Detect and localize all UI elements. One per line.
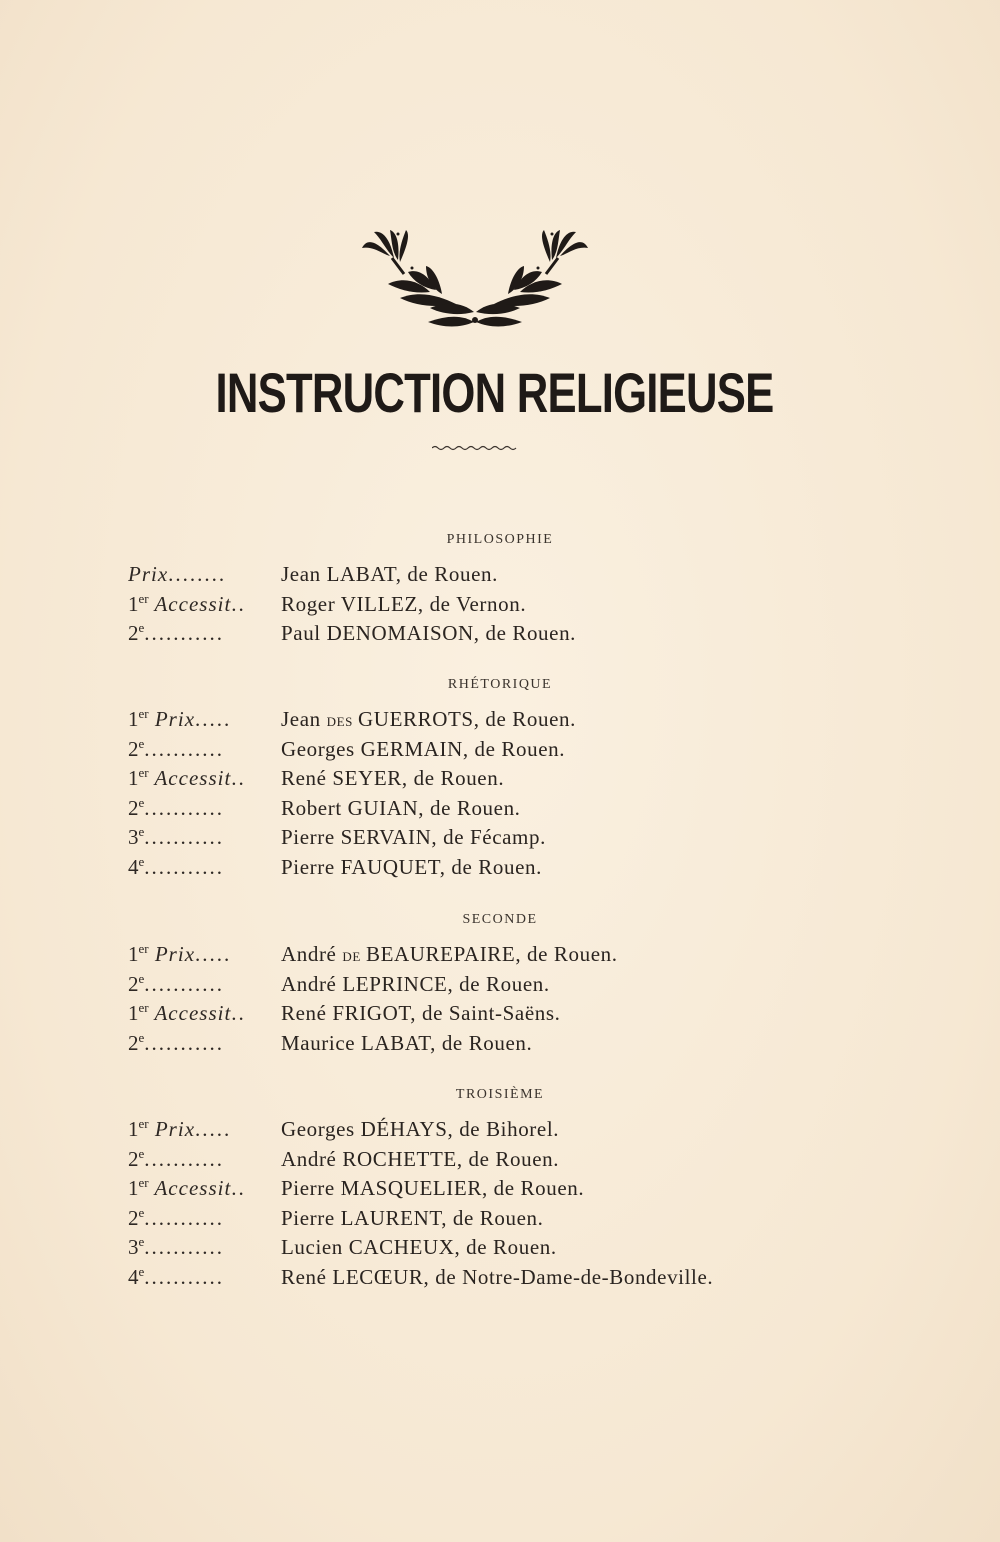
rank-suffix: e bbox=[138, 1204, 145, 1220]
list-item bbox=[0, 1263, 1000, 1293]
hometown: , de Rouen. bbox=[454, 1235, 557, 1259]
rank-number: 1 bbox=[128, 1176, 139, 1200]
first-name: Pierre bbox=[281, 1205, 341, 1230]
surname: MASQUELIER bbox=[340, 1176, 482, 1200]
rank-label bbox=[128, 1204, 270, 1234]
surname: SEYER bbox=[332, 766, 402, 790]
surname: LABAT bbox=[326, 562, 396, 586]
leader-dots: ........... bbox=[144, 1146, 225, 1171]
leader-dots: .. bbox=[231, 1001, 246, 1025]
list-item bbox=[0, 1204, 1000, 1234]
list-item bbox=[0, 705, 1000, 735]
rank-type: Accessit bbox=[148, 766, 232, 790]
hometown: , de Rouen. bbox=[401, 766, 505, 790]
list-item bbox=[0, 853, 1000, 883]
hometown: , de Rouen. bbox=[456, 1146, 560, 1171]
surname: FRIGOT bbox=[332, 1001, 411, 1025]
hometown: , de Vernon. bbox=[417, 591, 527, 616]
rank-suffix: e bbox=[138, 1234, 145, 1249]
surname: LAURENT bbox=[340, 1205, 442, 1230]
surname: DENOMAISON bbox=[326, 621, 474, 645]
laureate-name bbox=[281, 705, 576, 736]
hometown: , de Rouen. bbox=[462, 736, 566, 761]
section-title: RHÉTORIQUE bbox=[447, 677, 553, 692]
first-name: Jean bbox=[281, 707, 327, 731]
first-name: Maurice bbox=[281, 1030, 362, 1055]
list-item bbox=[0, 590, 1000, 620]
rank-suffix: e bbox=[138, 1145, 145, 1161]
rank-suffix: e bbox=[138, 735, 145, 751]
section-2 bbox=[0, 900, 1000, 1058]
leader-dots: ........... bbox=[144, 1030, 225, 1055]
rank-type: Prix bbox=[148, 707, 196, 731]
surname: GUERROTS bbox=[358, 707, 474, 731]
rank-number: 2 bbox=[128, 971, 139, 996]
rank-label bbox=[128, 1233, 270, 1263]
rank-label bbox=[128, 590, 270, 620]
first-name: René bbox=[281, 1264, 333, 1289]
list-item bbox=[0, 970, 1000, 1000]
leader-dots: ........... bbox=[144, 1264, 225, 1289]
section-title: TROISIÈME bbox=[455, 1087, 545, 1102]
rank-number: 2 bbox=[128, 1030, 139, 1055]
list-item bbox=[0, 794, 1000, 824]
name-particle: des bbox=[326, 710, 359, 730]
first-name: René bbox=[281, 766, 333, 790]
hometown: , de Rouen. bbox=[439, 854, 542, 879]
surname: LECŒUR bbox=[332, 1264, 424, 1289]
rank-label bbox=[128, 1174, 270, 1204]
laureate-name bbox=[281, 1029, 532, 1059]
rank-number: 4 bbox=[128, 854, 139, 879]
rank-number: 1 bbox=[128, 1117, 139, 1141]
rank-label bbox=[128, 1029, 270, 1059]
rank-suffix: er bbox=[138, 1116, 149, 1131]
rank-label bbox=[128, 1145, 270, 1175]
rank-number: 4 bbox=[128, 1264, 139, 1289]
laureate-name bbox=[281, 940, 618, 971]
first-name: Jean bbox=[281, 562, 327, 586]
leader-dots: ..... bbox=[195, 707, 232, 731]
laureate-name bbox=[281, 794, 521, 824]
laureate-name bbox=[281, 764, 504, 794]
surname: GERMAIN bbox=[360, 736, 463, 761]
hometown: , de Rouen. bbox=[447, 971, 550, 996]
laureate-name bbox=[281, 619, 576, 649]
surname: FAUQUET bbox=[340, 854, 440, 879]
first-name: André bbox=[281, 942, 343, 966]
surname: DÉHAYS bbox=[360, 1117, 448, 1141]
hometown: , de Rouen. bbox=[430, 1030, 533, 1055]
first-name: Paul bbox=[281, 621, 327, 645]
list-item bbox=[0, 1115, 1000, 1145]
leader-dots: ........... bbox=[144, 795, 225, 820]
first-name: Robert bbox=[281, 795, 348, 820]
first-name: Roger bbox=[281, 591, 341, 616]
rank-number: 2 bbox=[128, 1146, 139, 1171]
rank-number: 1 bbox=[128, 707, 139, 731]
leader-dots: ........... bbox=[144, 825, 225, 849]
hometown: , de Rouen. bbox=[441, 1205, 544, 1230]
first-name: André bbox=[281, 971, 343, 996]
surname: LEPRINCE bbox=[342, 971, 448, 996]
hometown: , de Rouen. bbox=[473, 707, 576, 731]
laureate-name bbox=[281, 1263, 713, 1293]
hometown: , de Notre-Dame-de-Bondeville. bbox=[423, 1264, 714, 1289]
list-item bbox=[0, 999, 1000, 1029]
first-name: Georges bbox=[281, 736, 361, 761]
leader-dots: .. bbox=[231, 766, 246, 790]
first-name: Lucien bbox=[281, 1235, 349, 1259]
hometown: , de Rouen. bbox=[418, 795, 521, 820]
rank-suffix: er bbox=[138, 706, 149, 721]
list-item bbox=[0, 764, 1000, 794]
page-title: INSTRUCTION RELIGIEUSE bbox=[215, 361, 774, 424]
surname: VILLEZ bbox=[340, 591, 418, 616]
first-name: André bbox=[281, 1146, 343, 1171]
list-item bbox=[0, 619, 1000, 649]
leader-dots: ..... bbox=[195, 942, 232, 966]
leader-dots: ........... bbox=[144, 1235, 225, 1259]
rank-label bbox=[128, 619, 270, 649]
leader-dots: ........... bbox=[144, 1205, 225, 1230]
hometown: , de Rouen. bbox=[395, 562, 498, 586]
surname: SERVAIN bbox=[340, 825, 432, 849]
rank-label bbox=[128, 705, 270, 735]
rank-label bbox=[128, 823, 270, 853]
leader-dots: ........... bbox=[144, 621, 225, 645]
list-item bbox=[0, 1233, 1000, 1263]
rank-label bbox=[128, 794, 270, 824]
rank-number: 2 bbox=[128, 1205, 139, 1230]
section-3 bbox=[0, 1075, 1000, 1292]
laureate-name bbox=[281, 1174, 584, 1204]
laureate-name bbox=[281, 1145, 559, 1175]
first-name: Georges bbox=[281, 1117, 361, 1141]
laureate-name bbox=[281, 823, 546, 853]
rank-suffix: er bbox=[138, 941, 149, 956]
leader-dots: ........... bbox=[144, 854, 225, 879]
rank-label bbox=[128, 970, 270, 1000]
surname: LABAT bbox=[361, 1030, 431, 1055]
rank-number: 2 bbox=[128, 795, 139, 820]
rank-label bbox=[128, 1115, 270, 1145]
list-item bbox=[0, 1029, 1000, 1059]
laureate-name bbox=[281, 735, 565, 765]
rank-number: 1 bbox=[128, 591, 139, 616]
rank-number: 1 bbox=[128, 1001, 139, 1025]
laureate-name bbox=[281, 590, 526, 620]
leader-dots: ..... bbox=[195, 1117, 232, 1141]
list-item bbox=[0, 735, 1000, 765]
laureate-name bbox=[281, 999, 560, 1029]
laureate-name bbox=[281, 1115, 559, 1145]
leader-dots: ........... bbox=[144, 971, 225, 996]
rank-suffix: e bbox=[138, 1263, 145, 1279]
first-name: René bbox=[281, 1001, 333, 1025]
leader-dots: ........ bbox=[168, 562, 227, 586]
rank-suffix: e bbox=[138, 824, 145, 839]
rank-type: Accessit bbox=[148, 1176, 232, 1200]
list-item bbox=[0, 1174, 1000, 1204]
surname: ROCHETTE bbox=[342, 1146, 457, 1171]
rank-number: 1 bbox=[128, 766, 139, 790]
surname: BEAUREPAIRE bbox=[365, 942, 516, 966]
rank-type: Prix bbox=[128, 562, 169, 586]
rank-label bbox=[128, 999, 270, 1029]
laureate-name bbox=[281, 853, 542, 883]
rank-number: 1 bbox=[128, 942, 139, 966]
first-name: Pierre bbox=[281, 854, 341, 879]
first-name: Pierre bbox=[281, 1176, 341, 1200]
laureate-name bbox=[281, 1204, 543, 1234]
hometown: , de Rouen. bbox=[473, 621, 577, 645]
list-item bbox=[0, 560, 1000, 590]
rank-number: 2 bbox=[128, 621, 139, 645]
hometown: , de Bihorel. bbox=[447, 1117, 560, 1141]
first-name: Pierre bbox=[281, 825, 341, 849]
name-particle: de bbox=[342, 945, 366, 965]
rank-label bbox=[128, 853, 270, 883]
rank-type: Prix bbox=[148, 1117, 196, 1141]
hometown: , de Saint-Saëns. bbox=[410, 1001, 561, 1025]
hometown: , de Rouen. bbox=[515, 942, 618, 966]
list-item bbox=[0, 940, 1000, 970]
rank-suffix: er bbox=[138, 1000, 149, 1015]
rank-number: 3 bbox=[128, 825, 139, 849]
rank-suffix: e bbox=[138, 620, 145, 635]
laurel-ornament-icon bbox=[360, 228, 590, 333]
rank-number: 2 bbox=[128, 736, 139, 761]
list-item bbox=[0, 1145, 1000, 1175]
section-title: SECONDE bbox=[462, 912, 538, 927]
rank-type: Prix bbox=[148, 942, 196, 966]
rank-type: Accessit bbox=[148, 1001, 232, 1025]
laureate-name bbox=[281, 1233, 557, 1263]
rank-suffix: e bbox=[138, 1029, 145, 1045]
rank-label bbox=[128, 560, 270, 590]
rank-suffix: er bbox=[138, 765, 149, 780]
rank-suffix: er bbox=[138, 1175, 149, 1190]
laureate-name bbox=[281, 560, 498, 590]
hometown: , de Fécamp. bbox=[431, 825, 546, 849]
leader-dots: .. bbox=[231, 1176, 246, 1200]
rank-label bbox=[128, 940, 270, 970]
rank-suffix: e bbox=[138, 970, 145, 986]
hometown: , de Rouen. bbox=[481, 1176, 585, 1200]
section-1 bbox=[0, 665, 1000, 882]
rank-suffix: er bbox=[138, 590, 149, 606]
rank-type: Accessit bbox=[148, 591, 232, 616]
rank-suffix: e bbox=[138, 794, 145, 810]
rank-label bbox=[128, 735, 270, 765]
wavy-rule bbox=[432, 444, 518, 452]
leader-dots: .. bbox=[231, 591, 246, 616]
rank-label bbox=[128, 764, 270, 794]
laureate-name bbox=[281, 970, 550, 1000]
surname: CACHEUX bbox=[348, 1235, 455, 1259]
list-item bbox=[0, 823, 1000, 853]
leader-dots: ........... bbox=[144, 736, 225, 761]
surname: GUIAN bbox=[347, 795, 419, 820]
section-title: PHILOSOPHIE bbox=[446, 532, 554, 547]
rank-suffix: e bbox=[138, 853, 145, 869]
rank-label bbox=[128, 1263, 270, 1293]
section-0 bbox=[0, 520, 1000, 649]
rank-number: 3 bbox=[128, 1235, 139, 1259]
